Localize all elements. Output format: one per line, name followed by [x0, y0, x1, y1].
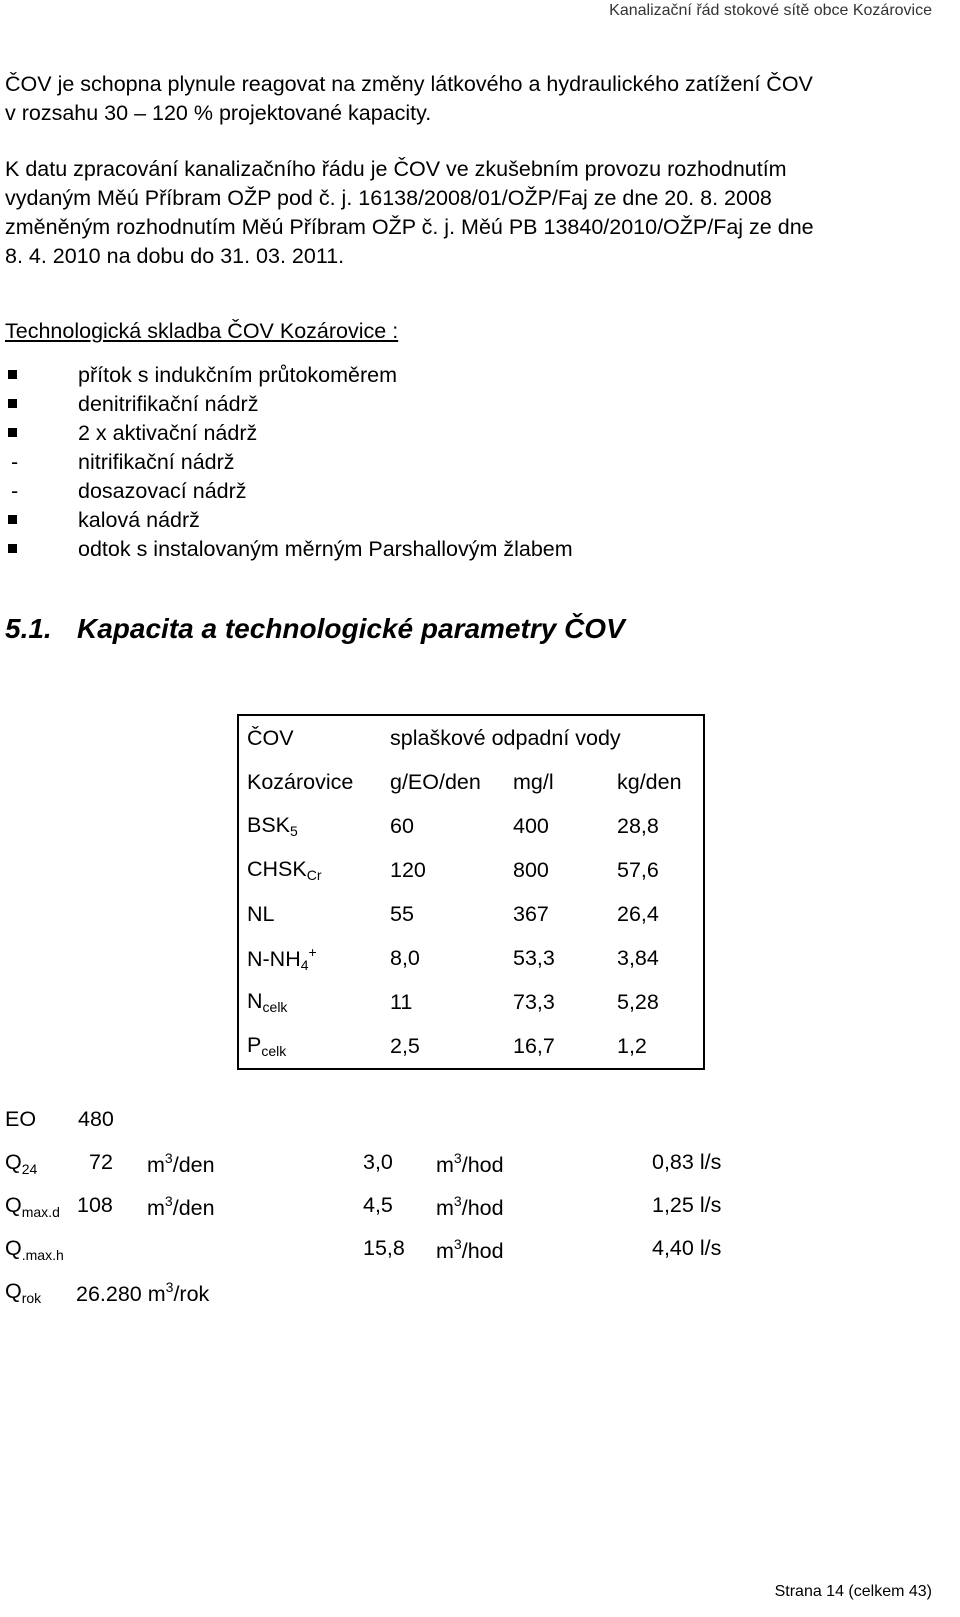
square-bullet-icon — [8, 370, 17, 379]
dash-bullet: - — [11, 479, 19, 503]
square-bullet-icon — [8, 399, 17, 408]
page-footer-number: Strana 14 (celkem 43) — [774, 1583, 932, 1600]
table-cell: 120 — [390, 857, 426, 882]
paragraph-capacity — [5, 70, 935, 128]
table-header-cell: ČOV — [238, 715, 382, 760]
table-row — [238, 1024, 704, 1069]
flow-label: $Q_{rok}$ — [5, 1279, 42, 1306]
flow-ls-value: 4,40 l/s — [652, 1236, 722, 1260]
flow-daily-unit: $m^3$/den — [147, 1193, 215, 1220]
table-header-row — [238, 760, 704, 804]
square-bullet-icon — [8, 428, 17, 437]
table-cell: 2,5 — [382, 1024, 505, 1069]
flow-rates — [5, 1150, 935, 1322]
flow-hourly-unit: $m^3$/hod — [436, 1150, 504, 1177]
table-header-cell: mg/l — [513, 769, 554, 794]
flow-daily-unit: $m^3$/den — [147, 1150, 215, 1177]
table-cell: 28,8 — [609, 804, 704, 848]
paragraph-line: v rozsahu 30 – 120 % projektované kapacity. — [5, 101, 432, 125]
section-title: Kapacita a technologické parametry ČOV — [77, 613, 625, 644]
table-cell-parameter: NL — [238, 892, 382, 936]
table-header-cell: kg/den — [609, 760, 704, 804]
table-cell: 16,7 — [505, 1024, 609, 1069]
table-header-cell: splaškové odpadní vody — [382, 715, 704, 760]
table-cell: 11 — [390, 989, 413, 1014]
flow-row-qmaxh — [5, 1236, 935, 1279]
paragraph-line: 8. 4. 2010 na dobu do 31. 03. 2011. — [5, 244, 345, 268]
paragraph-line: změněným rozhodnutím Měú Příbram OŽP č. j. Měú PB 13840/2010/OŽP/Faj ze dne — [5, 215, 814, 239]
paragraph-line: ČOV je schopna plynule reagovat na změny látkového a hydraulického zatížení ČOV — [5, 72, 813, 96]
table-cell-parameter: $CHSK_{Cr}$ — [238, 848, 382, 892]
table-cell: 57,6 — [609, 848, 704, 892]
flow-ls-value: 1,25 l/s — [652, 1193, 722, 1217]
table-cell: 26,4 — [609, 892, 704, 936]
flow-hourly-unit: $m^3$/hod — [436, 1193, 504, 1220]
flow-label: $Q_{24}$ — [5, 1150, 38, 1177]
section-number: 5.1. — [5, 613, 52, 644]
flow-hourly-value: 4,5 — [363, 1193, 393, 1217]
table-cell-parameter: $N_{celk}$ — [238, 980, 382, 1024]
flow-label: $Q_{.max.h}$ — [5, 1236, 64, 1263]
table-cell-parameter: $P_{celk}$ — [238, 1024, 382, 1069]
table-cell: 400 — [513, 813, 549, 838]
table-row — [238, 892, 704, 936]
tech-composition-title: Technologická skladba ČOV Kozárovice : — [5, 319, 399, 343]
square-bullet-icon — [8, 544, 17, 553]
flow-hourly-value: 15,8 — [363, 1236, 405, 1260]
parameters-table — [237, 714, 705, 1070]
table-cell-parameter: $BSK_5$ — [238, 804, 382, 848]
table-header-cell: Kozárovice — [238, 760, 382, 804]
table-cell: 367 — [513, 901, 549, 926]
table-header-row — [238, 715, 704, 760]
dash-bullet: - — [11, 450, 19, 474]
paragraph-line: K datu zpracování kanalizačního řádu je ČOV ve zkušebním provozu rozhodnutím — [5, 157, 787, 181]
flow-row-q24 — [5, 1150, 935, 1193]
table-row — [238, 936, 704, 980]
flow-annual-value: 26.280 $m^3$/rok — [76, 1279, 210, 1306]
table-cell: 1,2 — [609, 1024, 704, 1069]
table-row — [238, 848, 704, 892]
page-header-title: Kanalizační řád stokové sítě obce Kozárovice — [609, 2, 932, 19]
flow-label: $Q_{max.d}$ — [5, 1193, 60, 1220]
table-cell: 53,3 — [513, 945, 555, 970]
section-heading — [5, 613, 625, 645]
flow-daily-value: 108 — [77, 1193, 113, 1217]
table-cell-parameter: $N-NH_4^+$ — [238, 936, 382, 980]
table-cell: 73,3 — [513, 989, 555, 1014]
eo-label: EO — [5, 1107, 37, 1131]
table-cell: 5,28 — [609, 980, 704, 1024]
table-cell: 55 — [390, 901, 414, 926]
flow-ls-value: 0,83 l/s — [652, 1150, 722, 1174]
paragraph-line: vydaným Měú Příbram OŽP pod č. j. 16138/2008/01/OŽP/Faj ze dne 20. 8. 2008 — [5, 186, 772, 210]
table-cell: 60 — [390, 813, 414, 838]
table-row — [238, 980, 704, 1024]
table-cell: 800 — [513, 857, 549, 882]
table-cell: 3,84 — [609, 936, 704, 980]
table-header-cell: g/EO/den — [390, 769, 481, 794]
flow-hourly-unit: $m^3$/hod — [436, 1236, 504, 1263]
eo-value: 480 — [78, 1107, 114, 1131]
eo-line — [5, 1107, 114, 1132]
square-bullet-icon — [8, 515, 17, 524]
flow-daily-value: 72 — [89, 1150, 113, 1174]
table-row — [238, 804, 704, 848]
paragraph-trial-operation — [5, 155, 935, 271]
flow-row-qrok — [5, 1279, 935, 1322]
flow-row-qmaxd — [5, 1193, 935, 1236]
flow-hourly-value: 3,0 — [363, 1150, 393, 1174]
table-cell: 8,0 — [390, 945, 420, 970]
